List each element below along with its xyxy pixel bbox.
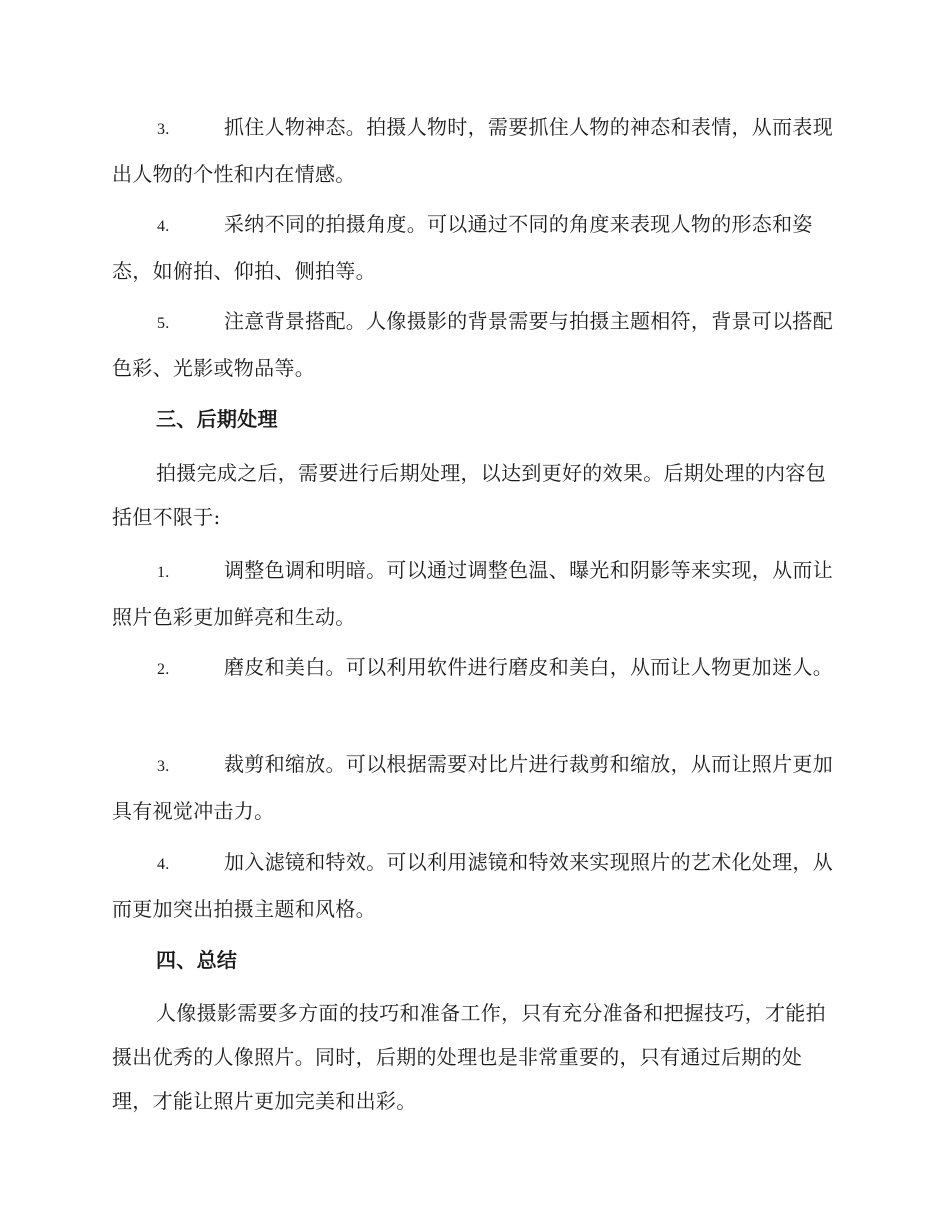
list-item [112, 548, 834, 639]
list-item-text: 采纳不同的拍摄角度。可以通过不同的角度来表现人物的形态和姿态，如俯拍、仰拍、侧拍等。 [112, 212, 813, 283]
section-paragraph [112, 451, 834, 539]
list-item-number: 4. [157, 218, 170, 235]
list-item-text: 裁剪和缩放。可以根据需要对比片进行裁剪和缩放，从而让照片更加具有视觉冲击力。 [112, 752, 833, 823]
list-item-text: 加入滤镜和特效。可以利用滤镜和特效来实现照片的艺术化处理，从而更加突出拍摄主题和风格。 [112, 850, 833, 921]
paragraph-text: 拍摄完成之后，需要进行后期处理，以达到更好的效果。后期处理的内容包括但不限于: [112, 461, 826, 529]
list-item-number: 2. [157, 661, 170, 678]
section-heading: 四、总结 [156, 948, 238, 972]
list-item-text: 磨皮和美白。可以利用软件进行磨皮和美白，从而让人物更加迷人。 [224, 655, 833, 679]
list-item [112, 202, 834, 293]
list-item-text: 抓住人物神态。拍摄人物时，需要抓住人物的神态和表情，从而表现出人物的个性和内在情感。 [112, 115, 833, 186]
list-item-number: 3. [157, 758, 170, 775]
list-item-number: 3. [157, 121, 170, 138]
list-item-number: 5. [157, 315, 170, 332]
list-item [112, 105, 834, 196]
list-item [112, 645, 834, 692]
list-item-text: 注意背景搭配。人像摄影的背景需要与拍摄主题相符，背景可以搭配色彩、光影或物品等。 [112, 309, 833, 380]
paragraph-text: 人像摄影需要多方面的技巧和准备工作，只有充分准备和把握技巧，才能拍摄出优秀的人像照片。同时，后期的处理也是非常重要的，只有通过后期的处理，才能让照片更加完美和出彩。 [112, 1001, 826, 1113]
section-heading: 三、后期处理 [156, 407, 278, 431]
list-item [112, 299, 834, 390]
section-paragraph [112, 991, 834, 1123]
list-item [112, 742, 834, 833]
list-item [112, 840, 834, 931]
list-item-number: 4. [157, 856, 170, 873]
list-item-number: 1. [157, 564, 170, 581]
list-item-text: 调整色调和明暗。可以通过调整色温、曝光和阴影等来实现，从而让照片色彩更加鲜亮和生动。 [112, 558, 833, 629]
